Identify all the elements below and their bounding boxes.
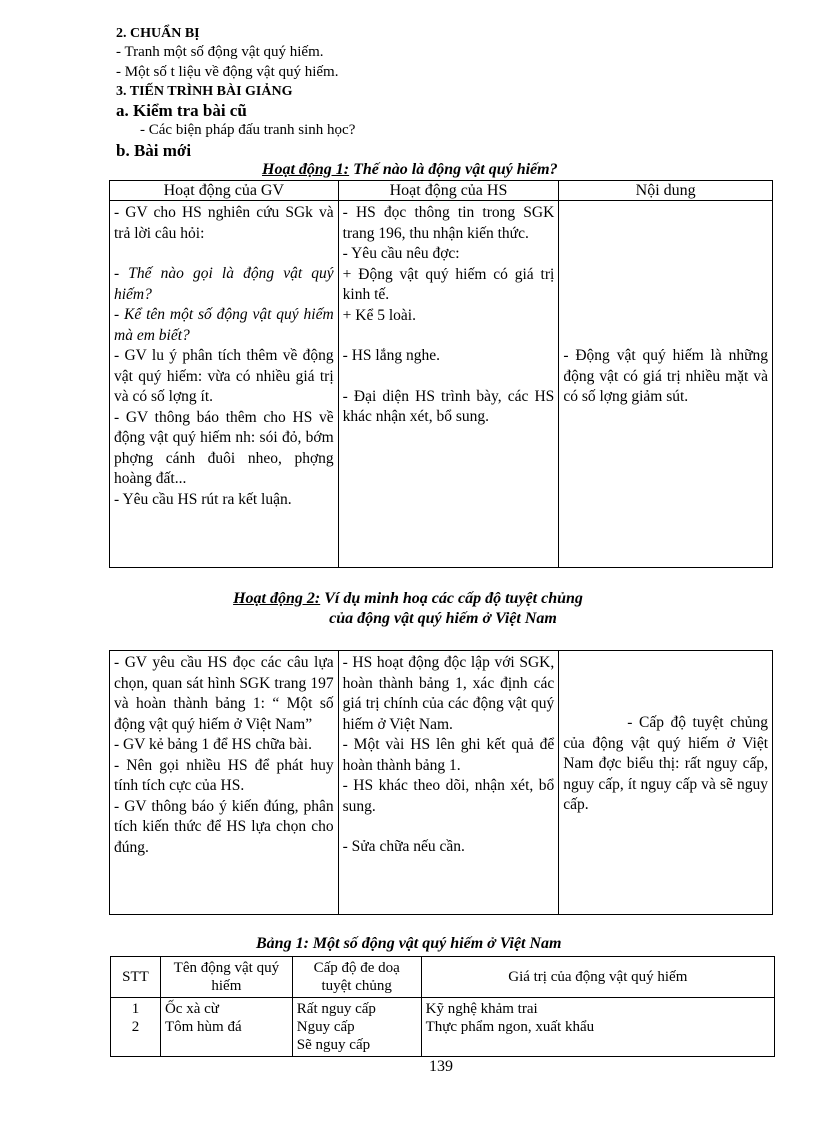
content-text: - Cấp độ tuyệt chủng của động vật quý hiếm ở Việt Nam đợc biểu thị: rất nguy cấp, nguy cấp, ít nguy cấp và sẽ nguy cấp. [563, 714, 768, 813]
activity2-title-label: Hoạt động 2: [233, 590, 321, 607]
header-content: Nội dung [559, 181, 773, 201]
animal-name: Tôm hùm đá [164, 1019, 242, 1035]
animal-name: Ốc xà cừ [164, 1001, 219, 1017]
hs-text: - Yêu cầu nêu đợc: [342, 245, 460, 262]
table1-name-cell [160, 998, 292, 1057]
activity2-body-row [110, 651, 773, 915]
page-number: 139 [429, 1058, 453, 1075]
new-lesson-heading: b. Bài mới [116, 141, 192, 160]
activity1-gv-cell [110, 201, 339, 568]
hs-text: + Kể 5 loài. [342, 306, 416, 324]
hs-text: - HS khác theo dõi, nhận xét, bổ sung. [342, 777, 555, 815]
hs-text: - HS hoạt động độc lập với SGK, hoàn thành bảng 1, xác định các giá trị chính của các động vật quý hiếm ở Việt Nam. [342, 654, 555, 733]
hs-text: + Động vật quý hiếm có giá trị kinh tế. [342, 265, 555, 303]
activity2-content-cell [559, 651, 773, 915]
table1-header-stt: STT [111, 957, 161, 998]
hs-text: - HS đọc thông tin trong SGK trang 196, thu nhận kiến thức. [342, 204, 555, 242]
gv-text: - GV kẻ bảng 1 để HS chữa bài. [114, 736, 312, 753]
process-heading: 3. TIẾN TRÌNH BÀI GIẢNG [116, 84, 293, 99]
gv-text: - Yêu cầu HS rút ra kết luận. [114, 490, 292, 508]
prep-heading: 2. CHUẨN BỊ [116, 26, 200, 41]
header-gv: Hoạt động của GV [110, 181, 339, 201]
gv-text: - GV thông báo thêm cho HS về động vật quý hiếm nh: sói đỏ, bớm phợng cánh đuôi nheo, phợng hoàng đất... [114, 408, 334, 487]
activity1-hs-cell [338, 201, 559, 568]
gv-text: - GV yêu cầu HS đọc các câu lựa chọn, quan sát hình SGK trang 197 và hoàn thành bảng 1: “ Một số động vật quý hiếm ở Việt Nam” [114, 654, 334, 733]
prep-item: - Một số t liệu về động vật quý hiếm. [116, 64, 339, 80]
table1-header-value: Giá trị của động vật quý hiếm [421, 957, 774, 998]
content-text: - Động vật quý hiếm là những động vật có giá trị nhiều mặt và có số lợng giảm sút. [563, 347, 768, 405]
activity1-title [262, 161, 558, 179]
gv-text: - GV cho HS nghiên cứu SGk và trả lời câu hỏi: [114, 204, 334, 242]
activity2-gv-cell [110, 651, 339, 915]
stt-value: 2 [131, 1019, 140, 1035]
animal-value: Kỹ nghệ khảm trai [425, 1001, 538, 1017]
table1-header-level: Cấp độ đe doạ tuyệt chủng [292, 957, 421, 998]
threat-level: Nguy cấp [296, 1019, 355, 1035]
hs-text: - Sửa chữa nếu cần. [342, 838, 465, 855]
table1-title: Bảng 1: Một số động vật quý hiếm ở Việt Nam [256, 935, 562, 952]
animal-value: Thực phẩm ngon, xuất khẩu [425, 1019, 595, 1035]
check-old-heading: a. Kiểm tra bài cũ [116, 101, 247, 120]
table-row [111, 998, 775, 1057]
activity1-header-row [110, 181, 773, 201]
table1-value-cell [421, 998, 774, 1057]
stt-value: 1 [131, 1001, 140, 1017]
table1 [110, 956, 775, 1057]
threat-level: Rất nguy cấp [296, 1001, 376, 1017]
gv-text: - GV thông báo ý kiến đúng, phân tích kiến thức để HS lựa chọn cho đúng. [114, 797, 334, 856]
activity1-body-row [110, 201, 773, 568]
gv-question: - Thế nào gọi là động vật quý hiếm? [114, 265, 334, 303]
gv-text: - Nên gọi nhiều HS để phát huy tính tích cực của HS. [114, 756, 334, 794]
activity2-title [0, 590, 816, 608]
activity2-title-line2: của động vật quý hiếm ở Việt Nam [329, 610, 557, 627]
hs-text: - HS lắng nghe. [342, 347, 440, 364]
table1-level-cell [292, 998, 421, 1057]
table1-header-row [111, 957, 775, 998]
prep-item: - Tranh một số động vật quý hiếm. [116, 44, 324, 60]
threat-level: Sẽ nguy cấp [296, 1037, 371, 1053]
check-question: - Các biện pháp đấu tranh sinh học? [140, 122, 356, 138]
header-hs: Hoạt động của HS [338, 181, 559, 201]
table1-stt-cell [111, 998, 161, 1057]
activity1-table [109, 180, 773, 568]
activity1-title-label: Hoạt động 1: [262, 161, 350, 178]
hs-text: - Một vài HS lên ghi kết quả để hoàn thành bảng 1. [342, 736, 555, 774]
gv-text: - GV lu ý phân tích thêm về động vật quý hiếm: vừa có nhiều giá trị và có số lợng ít. [114, 347, 334, 405]
activity2-table [109, 650, 773, 915]
table1-header-name: Tên động vật quý hiếm [160, 957, 292, 998]
activity1-content-cell [559, 201, 773, 568]
activity2-title-text: Ví dụ minh hoạ các cấp độ tuyệt chủng [320, 590, 583, 607]
activity2-hs-cell [338, 651, 559, 915]
activity1-title-text: Thế nào là động vật quý hiếm? [349, 161, 558, 178]
hs-text: - Đại diện HS trình bày, các HS khác nhận xét, bổ sung. [342, 387, 555, 425]
gv-question: - Kể tên một số động vật quý hiếm mà em biết? [114, 306, 334, 344]
